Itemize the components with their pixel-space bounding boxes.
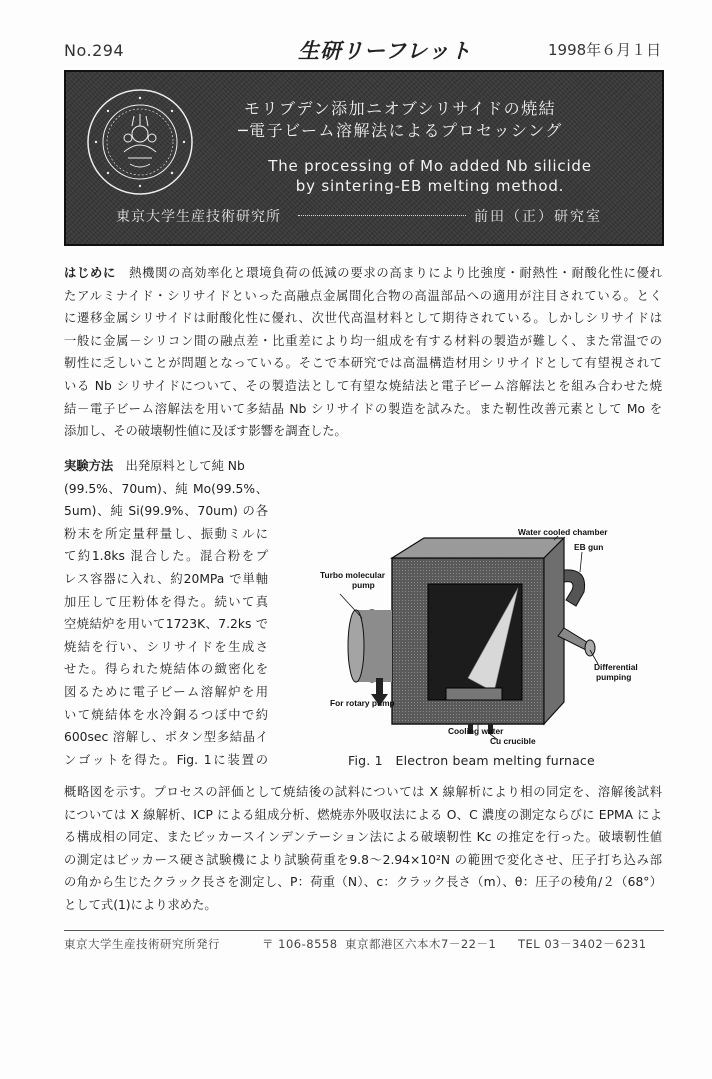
method-line: 実験方法 出発原料として純 Nb [64,459,245,473]
method-line: せた。得られた焼結体の緻密化を [64,662,268,677]
chamber-inner [428,584,522,700]
intro-line: はじめに 熱機関の高効率化と環境負荷の低減の要求の高まりにより比強度・耐熱性・耐酸化性に優れ [64,266,662,280]
footer-divider [64,930,664,931]
method-line: 空焼結炉を用いて1723K、7.2ks で [64,617,268,632]
method-line: 粉末を所定量秤量し、振動ミルに [64,526,268,541]
laboratory-name: 前田（正）研究室 [474,209,602,225]
series-title: 生研リーフレット [298,39,472,63]
title-english [262,156,598,196]
chamber-top [392,538,564,558]
label-rotary-pump: For rotary pump [330,698,395,708]
intro-heading: はじめに [64,266,117,280]
university-seal-icon [84,86,196,198]
footer-publisher: 東京大学生産技術研究所発行 [64,937,220,951]
intro-paragraph [64,262,662,443]
method-line: レス容器に入れ、約20MPa で単軸 [64,571,268,586]
title-japanese [238,98,563,142]
chamber-side [544,538,564,724]
label-turbo-pump-2: pump [352,580,375,590]
label-water-cooled-chamber: Water cooled chamber [518,528,608,537]
intro-line: いる Nb シリサイドについて、その製造法として有望な焼結法と電子ビーム溶解法とを組み合わせた焼 [64,378,662,393]
method-line: 図るために電子ビーム溶解炉を用 [64,684,268,699]
method-continuation [64,781,662,917]
figure-caption: Fig. 1 Electron beam melting furnace [348,753,595,768]
method-cont-line: の測定はビッカース硬さ試験機により試験荷重を9.8～2.94×10²N の範囲で変化させ、圧子打ち込み部 [64,852,662,867]
footer-address: 東京都港区六本木7－22－1 [345,937,497,951]
intro-line: 結－電子ビーム溶解法を用いて多結晶 Nb シリサイドの製造を試みた。また靭性改善元素として Mo を [64,401,662,416]
title-ja-line2: ─電子ビーム溶解法によるプロセッシング [238,121,563,140]
label-eb-gun: EB gun [574,542,604,552]
eb-furnace-diagram [318,528,640,750]
intro-line: 靭性に乏しいことが問題となっている。そこで本研究では高温構造材用シリサイドとして有望視されて [64,356,662,371]
footer-postal: 〒 106-8558 [262,937,338,951]
method-line: 5um)、純 Si(99.9%、70um) の各 [64,504,268,519]
title-en-line2: by sintering-EB melting method. [295,177,565,195]
method-cont-line: 概略図を示す。プロセスの評価として焼結後の試料については X 線解析により相の同定を、溶解後試料 [64,785,662,799]
method-line: いて焼結体を水冷銅るつぼ中で約 [64,707,268,722]
title-banner [64,70,664,246]
method-line: ンゴットを得た。Fig. 1に装置の [64,752,268,767]
intro-line: に遷移金属シリサイドは耐酸化性に優れ、次世代高温材料として期待されている。しかしシリサイドは [64,311,662,326]
title-ja-line1: モリブデン添加ニオブシリサイドの焼結 [244,99,557,118]
intro-line: 添加し、その破壊靭性値に及ぼす影響を調査した。 [64,424,347,439]
intro-line: 一般に金属－シリコン間の融点差・比重差により均一組成を有する材料の製造が難しく、また常温での [64,333,662,348]
method-line: 600sec 溶解し、ボタン型多結晶イ [64,730,268,745]
method-line: (99.5%、70um)、純 Mo(99.5%、 [64,481,268,496]
label-cu-crucible: Cu crucible [490,736,536,746]
cu-crucible [446,688,502,700]
issue-number: No.294 [64,41,125,60]
method-cont-line: として式(1)により求めた。 [64,897,217,912]
institute-name: 東京大学生産技術研究所 [116,209,281,225]
title-en-line1: The processing of Mo added Nb silicide [268,157,592,175]
label-differential-1: Differential [594,662,638,672]
label-turbo-pump-1: Turbo molecular [320,570,385,580]
method-cont-line: については X 線解析、ICP による組成分析、燃焼赤外吸収法による O、C 濃度の測定ならびに EPMA によ [64,807,662,822]
label-differential-2: pumping [596,672,632,682]
method-paragraph [64,455,268,771]
method-line: て約1.8ks 混合した。混合粉をプ [64,549,268,564]
issue-date: 1998年６月１日 [548,41,662,59]
intro-line: たアルミナイド・シリサイドといった高融点金属間化合物の高温部品への適用が注目されている。とく [64,288,662,303]
method-heading: 実験方法 [64,459,114,473]
method-cont-line: る構成相の同定、またビッカースインデンテーション法による破壊靭性 Kc の推定を行った。破壊靭性値 [64,830,662,845]
leader-dots [298,215,466,216]
footer-tel: TEL 03－3402－6231 [518,937,647,951]
label-cooling-water: Cooling water [448,726,504,736]
method-line: 焼結を行い、シリサイドを生成さ [64,639,268,654]
method-line: 加圧して圧粉体を得た。続いて真 [64,594,268,609]
eb-gun [564,570,585,606]
method-cont-line: の角から生じたクラック長さを測定し、P：荷重（N）、c：クラック長さ（m）、θ：圧子の稜角/２（68°） [64,875,662,890]
